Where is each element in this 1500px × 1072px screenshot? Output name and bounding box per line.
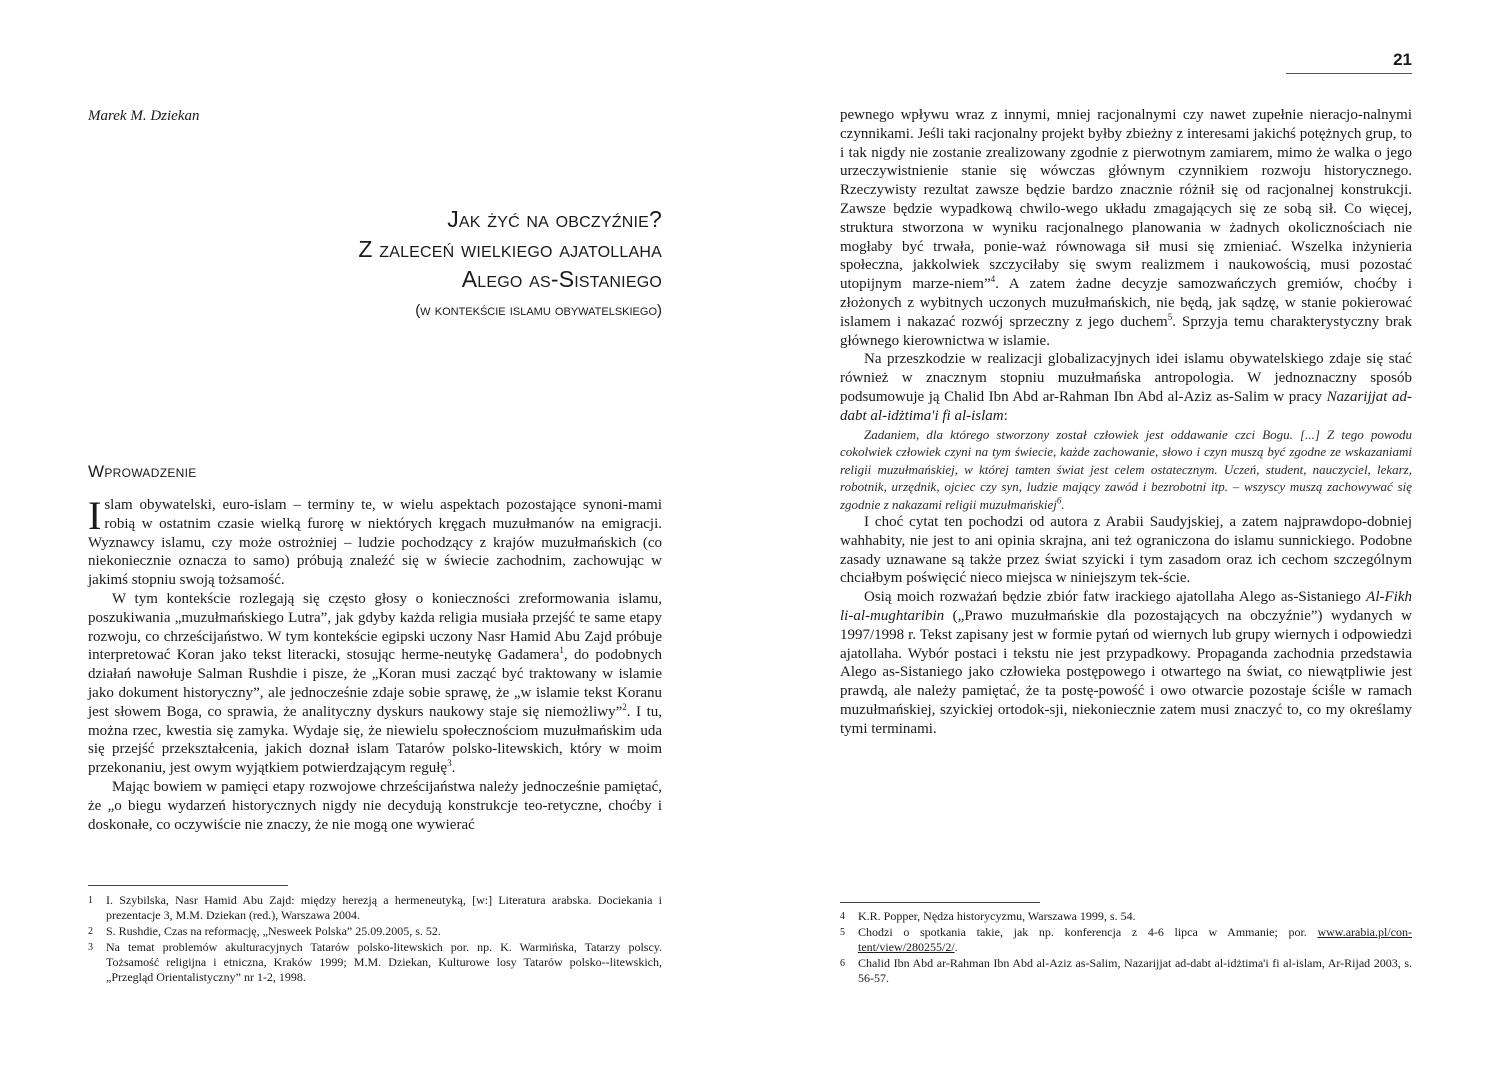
footnote-text: I. Szybilska, Nasr Hamid Abu Zajd: między herezją a hermeneutyką, [w:] Literatura arabska. Dociekania i prezentacje 3, M.M. Dziekan (red.), Warszawa 2004. — [106, 893, 662, 922]
section-heading: Wprowadzenie — [88, 462, 197, 481]
footnote-number: 1 — [88, 895, 93, 906]
footnote — [840, 909, 1412, 924]
footnote-ref: 4 — [990, 274, 996, 285]
footnote-ref: 3 — [447, 758, 452, 769]
paragraph: Na przeszkodzie w realizacji globalizacyjnych idei islamu obywatelskiego zdaje się stać również w znacznym stopniu muzułmańska antropologia. W jednoznaczny sposób podsumowuje ją Chalid Ibn Abd ar-Rahman Ibn Abd al-Aziz as-Salim w pracy Nazarijjat ad-dabt al-idżtima'i fi al-islam: — [840, 351, 1412, 424]
footnote-ref: 1 — [559, 645, 564, 656]
footnote — [88, 924, 662, 939]
page-number: 21 — [1393, 50, 1412, 69]
drop-cap: I — [88, 493, 102, 538]
right-page — [840, 0, 1412, 1072]
paragraph: I choć cytat ten pochodzi od autora z Arabii Saudyjskiej, a zatem najprawdopo-dobniej wahhabity, nie jest to ani opinia skrajna, ani też ograniczona do islamu sunnickiego. Podobne zasady uznawane są także przez świat szyicki i tym zasadom oraz ich cechom szczególnym chciałbym poświęcić nieco miejsca w niniejszym tek-ście. — [840, 514, 1412, 587]
footnote-text: Chalid Ibn Abd ar-Rahman Ibn Abd al-Aziz as-Salim, Nazarijjat ad-dabt al-idżtima'i fi al-islam, Ar-Rijad 2003, s. 56-57. — [858, 956, 1412, 985]
right-footnotes — [840, 909, 1412, 987]
work-title: Nazarijjat ad-dabt al-idżtima'i fi al-islam — [840, 388, 1412, 424]
footnote — [88, 893, 662, 923]
block-quote: Zadaniem, dla którego stworzony został człowiek jest oddawanie czci Bogu. [...] Z tego powodu cokolwiek człowiek czyni na tym świecie, każde zachowanie, słowo i czyn muszą być zgodne ze wskazaniami religii muzułmańskiej, w której tamten świat jest celem ostatecznym. Uczeń, student, nauczyciel, lekarz, robotnik, urzędnik, ojciec czy syn, ludzie mający zawód i bezrobotni itp. – wszyscy muszą zachowywać się zgodnie z nakazami religii muzułmańskiej$^6$. — [840, 426, 1412, 512]
header-rule — [1286, 73, 1412, 74]
paragraph: pewnego wpływu wraz z innymi, mniej racjonalnymi czy nawet zupełnie nieracjo-nalnymi czynnikami. Jeśli taki racjonalny projekt byłby zbieżny z interesami jakichś potężnych grup, to i tak nigdy nie zostanie zrealizowany zgodnie z pierwotnym zamiarem, mimo że walka o jego urzeczywistnienie stanie się wówczas głównym czynnikiem rozwoju historycznego. Rzeczywisty rezultat zawsze będzie bardzo znacznie różnił się od racjonalnej konstrukcji. Zawsze będzie wypadkową chwilo-wego układu zmagających się ze sobą sił. Co więcej, struktura stworzona w wyniku racjonalnego planowania w żadnych okolicznościach nie mogłaby być trwała, ponie-waż równowaga sił musi się zmieniać. Wszelka inżynieria społeczna, jakkolwiek szczyciłaby się swym realizmem i naukowością, musi pozostać utopijnym marze-niem”$^4$. A zatem żadne decyzje samozwańczych gremiów, choćby i złożonych z wybitnych uczonych muzułmańskich, nie będą, jak sądzę, w stanie pokierować islamem i nakazać rozwój sprzeczny z jego duchem$^5$. Sprzyja temu charakterystyczny brak głównego kierownictwa w islamie. — [840, 107, 1412, 349]
footnote-number: 5 — [840, 927, 845, 938]
footnote-rule — [840, 902, 1040, 903]
title-line-2: Z zaleceń wielkiego ajatollaha — [358, 236, 662, 262]
left-body-text — [88, 493, 662, 834]
right-body-text — [840, 106, 1412, 739]
footnote-ref: 6 — [1056, 495, 1062, 506]
footnote-number: 6 — [840, 958, 845, 969]
footnote-number: 2 — [88, 926, 93, 937]
footnote-ref: 5 — [1167, 311, 1173, 322]
footnote-text: Chodzi o spotkania takie, jak np. konferencja z 4-6 lipca w Ammanie; por. — [858, 925, 1318, 939]
footnote-number: 4 — [840, 911, 845, 922]
footnote — [840, 956, 1412, 986]
footnote: 5 Chodzi o spotkania takie, jak np. konferencja z 4-6 lipca w Ammanie; por. www.arabia.pl/con-tent/view/280255/2/. — [840, 925, 1412, 954]
footnote-text: Na temat problemów akulturacyjnych Tatarów polsko-litewskich por. np. K. Warmińska, Tatarzy polscy. Tożsamość religijna i etniczna, Kraków 1999; M.M. Dziekan, Kulturowe losy Tatarów polsko--litewskich, „Przegląd Orientalistyczny” nr 1-2, 1998. — [106, 940, 662, 984]
footnote-rule — [88, 885, 288, 886]
footnote-link[interactable]: www.arabia.pl/con-tent/view/280255/2/ — [858, 925, 1412, 954]
paragraph: Mając bowiem w pamięci etapy rozwojowe chrześcijaństwa należy jednocześnie pamiętać, że „o biegu wydarzeń historycznych nigdy nie decydują konstrukcje teo-retyczne, choćby i doskonałe, co oczywiście nie znaczy, że nie mogą one wywierać — [88, 778, 662, 833]
work-title: Al-Fikh li-al-mughtaribin — [840, 589, 1412, 625]
running-author: Marek M. Dziekan — [88, 108, 200, 124]
article-subtitle: (w kontekście islamu obywatelskiego) — [415, 302, 662, 319]
title-line-3: Alego as-Sistaniego — [461, 266, 662, 292]
footnote-number: 3 — [88, 942, 93, 953]
footnote-ref: 2 — [622, 701, 627, 712]
paragraph: Osią moich rozważań będzie zbiór fatw irackiego ajatollaha Alego as-Sistaniego Al-Fikh li-al-mughtaribin („Prawo muzułmańskie dla pozostających na obczyźnie”) wydanych w 1997/1998 r. Tekst zapisany jest w formie pytań od wiernych lub grupy wiernych i odpowiedzi ajatollaha. Wybór postaci i tekstu nie jest przypadkowy. Propaganda zachodnia przedstawia Alego as-Sistaniego jako człowieka postępowego i otwartego na świat, co niewątpliwie jest prawdą, ale należy pamiętać, że ta postę-powość i owo otwarcie pozostaje ściśle w ramach muzułmańskiej, szyickiej ortodok-sji, niekoniecznie zatem musi znaczyć to, co my określamy tymi terminami. — [840, 589, 1412, 737]
article-title — [142, 204, 662, 319]
paragraph: W tym kontekście rozlegają się często głosy o konieczności zreformowania islamu, poszukiwania „muzułmańskiego Lutra”, jak gdyby każda religia musiała przejść te same etapy rozwoju, co chrześcijaństwo. W tym kontekście egipski uczony Nasr Hamid Abu Zajd próbuje interpretować Koran jako tekst literacki, stosując herme-neutykę Gadamera$^1$, do podobnych działań nawołuje Salman Rushdie i pisze, że „Koran musi zacząć być traktowany w islamie jako dokument historyczny”, ale jednocześnie zdaje sobie sprawę, że „w islamie tekst Koranu jest słowem Boga, co sprawia, że analityczny dyskurs naukowy staje się niemożliwy”$^2$. I tu, można rzec, kwestia się zamyka. Wydaje się, że niewielu społecznościom muzułmańskim uda się przejść przekształcenia, jakich doznał islam Tatarów polsko-litewskich, który w moim przekonaniu, jest owym wyjątkiem potwierdzającym regułę$^3$. — [88, 590, 662, 777]
footnote-text: S. Rushdie, Czas na reformację, „Nesweek Polska” 25.09.2005, s. 52. — [106, 924, 441, 938]
left-page — [88, 0, 662, 1072]
title-line-1: Jak żyć na obczyźnie? — [447, 206, 662, 232]
paragraph: Islam obywatelski, euro-islam – terminy te, w wielu aspektach pozostające synoni-mami robią w ostatnim czasie wielką furorę w niektórych kręgach muzułmanów na emigracji. Wyznawcy islamu, czy może ostrożniej – ludzie pochodzący z krajów muzułmańskich (co niekoniecznie oznacza to samo) próbują znaleźć się w świecie zachodnim, zachowując w jakimś stopniu swoją tożsamość. — [88, 493, 662, 589]
footnote — [88, 940, 662, 985]
left-footnotes — [88, 893, 662, 986]
footnote-text: K.R. Popper, Nędza historycyzmu, Warszawa 1999, s. 54. — [858, 909, 1136, 923]
